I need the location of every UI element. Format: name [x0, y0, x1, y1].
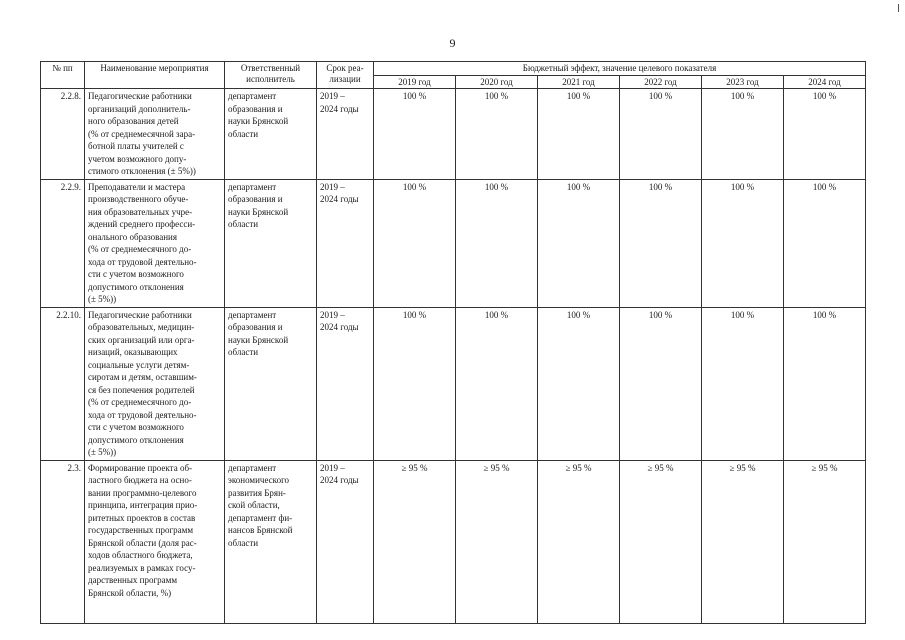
header-budget-effect: Бюджетный эффект, значение целевого показателя	[374, 62, 866, 76]
responsible-executor	[225, 179, 317, 307]
value-2022: 100 %	[620, 179, 702, 307]
text-line: 2019 –	[320, 181, 345, 192]
header-year: 2024 год	[784, 76, 866, 89]
value-2024: 100 %	[784, 179, 866, 307]
text-line: ластного бюджета на осно-	[88, 475, 192, 485]
value-2023: 100 %	[702, 179, 784, 307]
row-number: 2.3.	[41, 460, 85, 623]
text-line: социальные услуги детям-	[88, 359, 190, 370]
value-2024: 100 %	[784, 307, 866, 460]
header-name: Наименование мероприятия	[85, 62, 225, 89]
text-line: Педагогические работники	[88, 309, 192, 320]
text-line: экономического	[228, 475, 290, 485]
text-line: (% от среднемесячного до-	[88, 397, 192, 407]
header-responsible: Ответственный исполнитель	[225, 62, 317, 89]
text-line: департамент	[228, 91, 277, 101]
value-2021: 100 %	[538, 307, 620, 460]
header-row	[41, 62, 866, 76]
text-line: области	[228, 347, 259, 357]
table-row	[41, 307, 866, 460]
value-2020: ≥ 95 %	[456, 460, 538, 623]
text-line: сиротам и детям, оставшим-	[88, 372, 197, 382]
text-line: стимого отклонения (± 5%))	[88, 166, 196, 176]
table-row	[41, 460, 866, 623]
text-line: (± 5%))	[88, 294, 117, 304]
text-line: Брянской области, %)	[88, 587, 172, 598]
header-year: 2022 год	[620, 76, 702, 89]
text-line: 2024 годы	[320, 475, 359, 485]
text-line: области	[228, 128, 259, 139]
row-number: 2.2.9.	[41, 179, 85, 307]
value-2023: 100 %	[702, 307, 784, 460]
value-2021: 100 %	[538, 179, 620, 307]
text-line: дарственных программ	[88, 575, 178, 585]
text-line: допустимого отклонения	[88, 281, 184, 292]
table-row	[41, 179, 866, 307]
value-2021: 100 %	[538, 89, 620, 180]
text-line: низаций, оказывающих	[88, 347, 178, 357]
event-name	[85, 460, 225, 623]
text-line: науки Брянской	[228, 334, 289, 345]
header-year: 2021 год	[538, 76, 620, 89]
text-line: департамент	[228, 309, 277, 320]
table-row	[41, 89, 866, 180]
value-2019: 100 %	[374, 179, 456, 307]
text-line: вании программно-целевого	[88, 487, 197, 498]
text-line: департамент	[228, 181, 277, 192]
text-line: сти с учетом возможного	[88, 422, 184, 432]
text-line: ждений среднего професси-	[88, 219, 196, 229]
implementation-term	[317, 307, 374, 460]
text-line: хода от трудовой деятельно-	[88, 256, 197, 267]
page-number: 9	[449, 36, 456, 50]
text-line: образовательных, медицин-	[88, 322, 195, 332]
text-line: департамент фи-	[228, 512, 293, 523]
value-2022: 100 %	[620, 89, 702, 180]
text-line: департамент	[228, 462, 277, 473]
text-line: допустимого отклонения	[88, 434, 184, 445]
responsible-executor	[225, 460, 317, 623]
implementation-term	[317, 179, 374, 307]
responsible-executor	[225, 307, 317, 460]
text-line: онального образования	[88, 231, 177, 242]
implementation-term	[317, 460, 374, 623]
text-line: 2019 –	[320, 309, 345, 320]
event-name	[85, 89, 225, 180]
text-line: Брянской области (доля рас-	[88, 537, 197, 548]
row-number: 2.2.8.	[41, 89, 85, 180]
value-2019: 100 %	[374, 307, 456, 460]
text-line: (% от среднемесячного до-	[88, 244, 192, 254]
text-line: организаций дополнитель-	[88, 103, 191, 114]
text-line: Преподаватели и мастера	[88, 181, 186, 192]
value-2024: 100 %	[784, 89, 866, 180]
value-2019: 100 %	[374, 89, 456, 180]
text-line: науки Брянской	[228, 116, 289, 126]
text-line: государственных программ	[88, 525, 194, 535]
text-line: ритетных проектов в состав	[88, 512, 196, 523]
header-year: 2023 год	[702, 76, 784, 89]
text-line: принципа, интеграция прио-	[88, 500, 198, 510]
value-2023: ≥ 95 %	[702, 460, 784, 623]
text-line: образования и	[228, 322, 283, 332]
text-line: Формирование проекта об-	[88, 462, 193, 473]
implementation-term	[317, 89, 374, 180]
text-line: области	[228, 537, 259, 548]
text-line: учетом возможного допу-	[88, 153, 187, 164]
value-2022: 100 %	[620, 307, 702, 460]
responsible-executor	[225, 89, 317, 180]
value-2022: ≥ 95 %	[620, 460, 702, 623]
text-line: 2019 –	[320, 462, 345, 473]
text-line: образования и	[228, 103, 283, 114]
value-2020: 100 %	[456, 89, 538, 180]
header-num: № пп	[41, 62, 85, 89]
text-line: нансов Брянской	[228, 525, 293, 535]
text-line: науки Брянской	[228, 206, 289, 217]
text-line: (± 5%))	[88, 447, 117, 457]
value-2019: ≥ 95 %	[374, 460, 456, 623]
text-line: ходов областного бюджета,	[88, 550, 193, 560]
value-2024: ≥ 95 %	[784, 460, 866, 623]
header-term: Срок реа- лизации	[317, 62, 374, 89]
text-line: Педагогические работники	[88, 91, 192, 101]
text-line: области	[228, 219, 259, 229]
header-year: 2019 год	[374, 76, 456, 89]
text-line: 2024 годы	[320, 194, 359, 204]
value-2021: ≥ 95 %	[538, 460, 620, 623]
text-line: сти с учетом возможного	[88, 269, 184, 279]
events-table	[40, 61, 866, 624]
text-line: 2019 –	[320, 91, 345, 101]
text-line: 2024 годы	[320, 103, 359, 114]
text-line: реализуемых в рамках госу-	[88, 562, 196, 573]
value-2023: 100 %	[702, 89, 784, 180]
value-2020: 100 %	[456, 179, 538, 307]
text-line: ской области,	[228, 500, 280, 510]
text-line: ских организаций или орга-	[88, 334, 195, 345]
text-line: хода от трудовой деятельно-	[88, 409, 197, 420]
row-number: 2.2.10.	[41, 307, 85, 460]
event-name	[85, 307, 225, 460]
text-line: ботной платы учителей с	[88, 141, 184, 151]
text-line: ния образовательных учре-	[88, 206, 193, 217]
text-line: развития Брян-	[228, 487, 286, 498]
value-2020: 100 %	[456, 307, 538, 460]
event-name	[85, 179, 225, 307]
text-line: образования и	[228, 194, 283, 204]
edge-mark	[898, 4, 899, 12]
text-line: ного образования детей	[88, 116, 179, 126]
text-line: 2024 годы	[320, 322, 359, 332]
header-year: 2020 год	[456, 76, 538, 89]
text-line: производственного обуче-	[88, 194, 189, 204]
text-line: (% от среднемесячной зара-	[88, 128, 196, 139]
text-line: ся без попечения родителей	[88, 384, 195, 395]
